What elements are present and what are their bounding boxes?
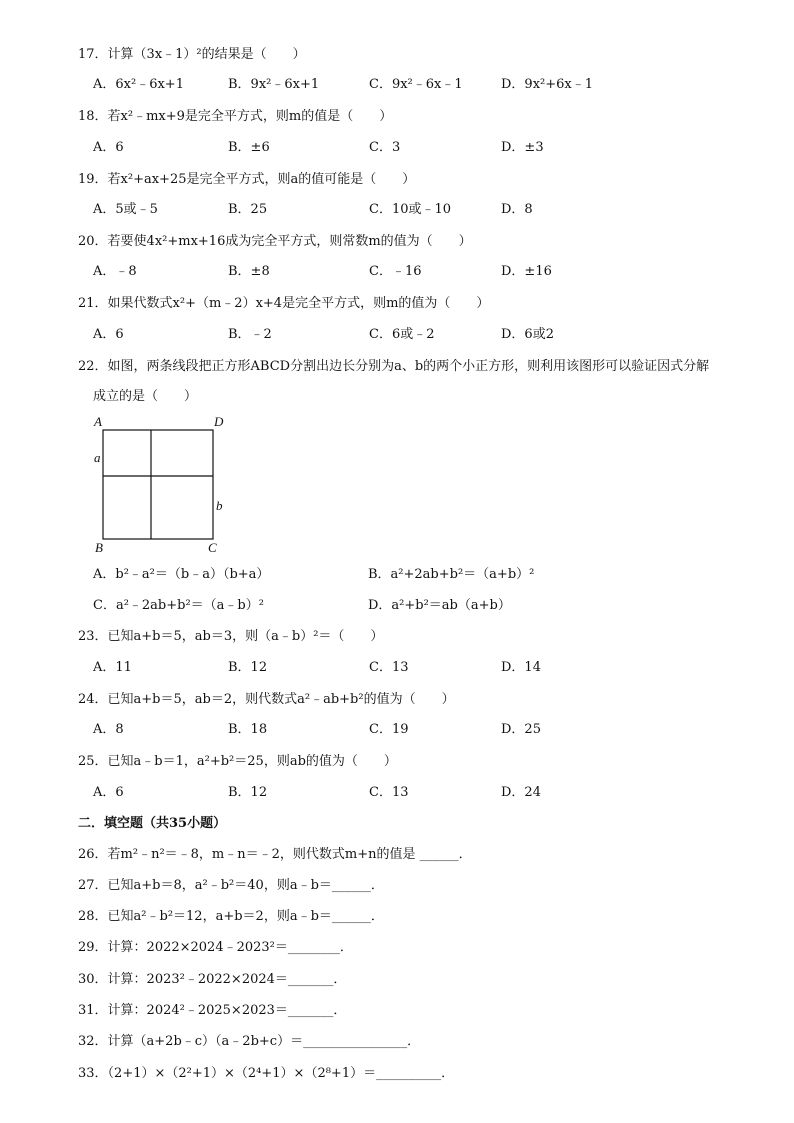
option-a[interactable]: A．6 [93, 327, 124, 342]
option-c[interactable]: C．9x²﹣6x﹣1 [369, 77, 463, 92]
square-abcd-figure [90, 414, 240, 556]
option-c[interactable]: C．a²﹣2ab+b²＝（a﹣b）² [93, 598, 264, 613]
question-22-options-row2 [93, 598, 793, 614]
option-c[interactable]: C．10或﹣10 [369, 202, 452, 217]
question-17-options [93, 77, 793, 93]
option-c[interactable]: C．19 [369, 722, 409, 737]
option-a[interactable]: A．6 [93, 140, 124, 155]
option-c[interactable]: C．﹣16 [369, 264, 422, 279]
question-22-options-row1 [93, 567, 793, 583]
option-a[interactable]: A．8 [93, 722, 124, 737]
question-33: 33．（2+1）×（2²+1）×（2⁴+1）×（2⁸+1）＝__________． [78, 1066, 455, 1081]
option-b[interactable]: B．﹣2 [228, 327, 272, 342]
option-b[interactable]: B．9x²﹣6x+1 [228, 77, 320, 92]
question-19-stem: 19．若x²+ax+25是完全平方式，则a的值可能是（ ） [78, 172, 416, 187]
option-a[interactable]: A．﹣8 [93, 264, 137, 279]
option-a[interactable]: A．11 [93, 660, 132, 675]
question-21-stem: 21．如果代数式x²+（m﹣2）x+4是完全平方式，则m的值为（ ） [78, 296, 490, 311]
label-d-vertex: D [214, 414, 224, 429]
label-side-a: a [94, 450, 101, 465]
question-28: 28．已知a²﹣b²＝12，a+b＝2，则a﹣b＝______． [78, 909, 384, 924]
option-b[interactable]: B．±8 [228, 264, 270, 279]
option-b[interactable]: B．12 [228, 785, 268, 800]
square-outline [103, 430, 213, 539]
option-d[interactable]: D．24 [501, 785, 541, 800]
option-d[interactable]: D．14 [501, 660, 541, 675]
option-b[interactable]: B．±6 [228, 140, 270, 155]
option-c[interactable]: C．3 [369, 140, 401, 155]
question-20-options [93, 264, 793, 280]
option-a[interactable]: A．6x²﹣6x+1 [93, 77, 184, 92]
question-32: 32．计算（a+2b﹣c）（a﹣2b+c）＝________________． [78, 1034, 421, 1049]
option-d[interactable]: D．±3 [501, 140, 544, 155]
option-c[interactable]: C．13 [369, 785, 409, 800]
option-d[interactable]: D．9x²+6x﹣1 [501, 77, 594, 92]
label-side-b: b [216, 498, 223, 513]
question-23-stem: 23．已知a+b＝5，ab＝3，则（a﹣b）²＝（ ） [78, 629, 384, 644]
option-a[interactable]: A．6 [93, 785, 124, 800]
label-c-vertex: C [208, 540, 217, 555]
option-c[interactable]: C．6或﹣2 [369, 327, 435, 342]
question-21-options [93, 327, 793, 343]
question-20-stem: 20．若要使4x²+mx+16成为完全平方式，则常数m的值为（ ） [78, 234, 472, 249]
label-a-vertex: A [94, 414, 102, 429]
question-18-options [93, 140, 793, 156]
question-24-stem: 24．已知a+b＝5，ab＝2，则代数式a²﹣ab+b²的值为（ ） [78, 692, 455, 707]
section-2-title: 二．填空题（共35小题） [78, 816, 227, 831]
option-d[interactable]: D．8 [501, 202, 533, 217]
question-30: 30．计算：2023²﹣2022×2024＝_______． [78, 972, 347, 987]
option-b[interactable]: B．a²+2ab+b²＝（a+b）² [368, 567, 535, 582]
option-d[interactable]: D．25 [501, 722, 541, 737]
question-29: 29．计算：2022×2024﹣2023²＝________． [78, 940, 353, 955]
option-d[interactable]: D．6或2 [501, 327, 554, 342]
question-22-stem-line1: 22．如图，两条线段把正方形ABCD分割出边长分别为a、b的两个小正方形，则利用该图形可以验证因式分解 [78, 359, 710, 374]
question-27: 27．已知a+b＝8，a²﹣b²＝40，则a﹣b＝______． [78, 878, 384, 893]
option-d[interactable]: D．±16 [501, 264, 552, 279]
question-23-options [93, 660, 793, 676]
option-a[interactable]: A．b²﹣a²＝（b﹣a）（b+a） [93, 567, 270, 582]
question-25-options [93, 785, 793, 801]
option-c[interactable]: C．13 [369, 660, 409, 675]
question-18-stem: 18．若x²﹣mx+9是完全平方式，则m的值是（ ） [78, 109, 393, 124]
option-d[interactable]: D．a²+b²＝ab（a+b） [368, 598, 511, 613]
question-17-stem: 17．计算（3x﹣1）²的结果是（ ） [78, 47, 306, 62]
question-24-options [93, 722, 793, 738]
option-a[interactable]: A．5或﹣5 [93, 202, 158, 217]
option-b[interactable]: B．18 [228, 722, 268, 737]
question-26: 26．若m²﹣n²＝﹣8，m﹣n＝﹣2，则代数式m+n的值是 ______． [78, 847, 472, 862]
question-25-stem: 25．已知a﹣b＝1，a²+b²＝25，则ab的值为（ ） [78, 754, 397, 769]
question-22-stem-line2: 成立的是（ ） [93, 389, 198, 404]
question-31: 31．计算：2024²﹣2025×2023＝_______． [78, 1003, 347, 1018]
option-b[interactable]: B．25 [228, 202, 268, 217]
option-b[interactable]: B．12 [228, 660, 268, 675]
label-b-vertex: B [95, 540, 103, 555]
question-19-options [93, 202, 793, 218]
